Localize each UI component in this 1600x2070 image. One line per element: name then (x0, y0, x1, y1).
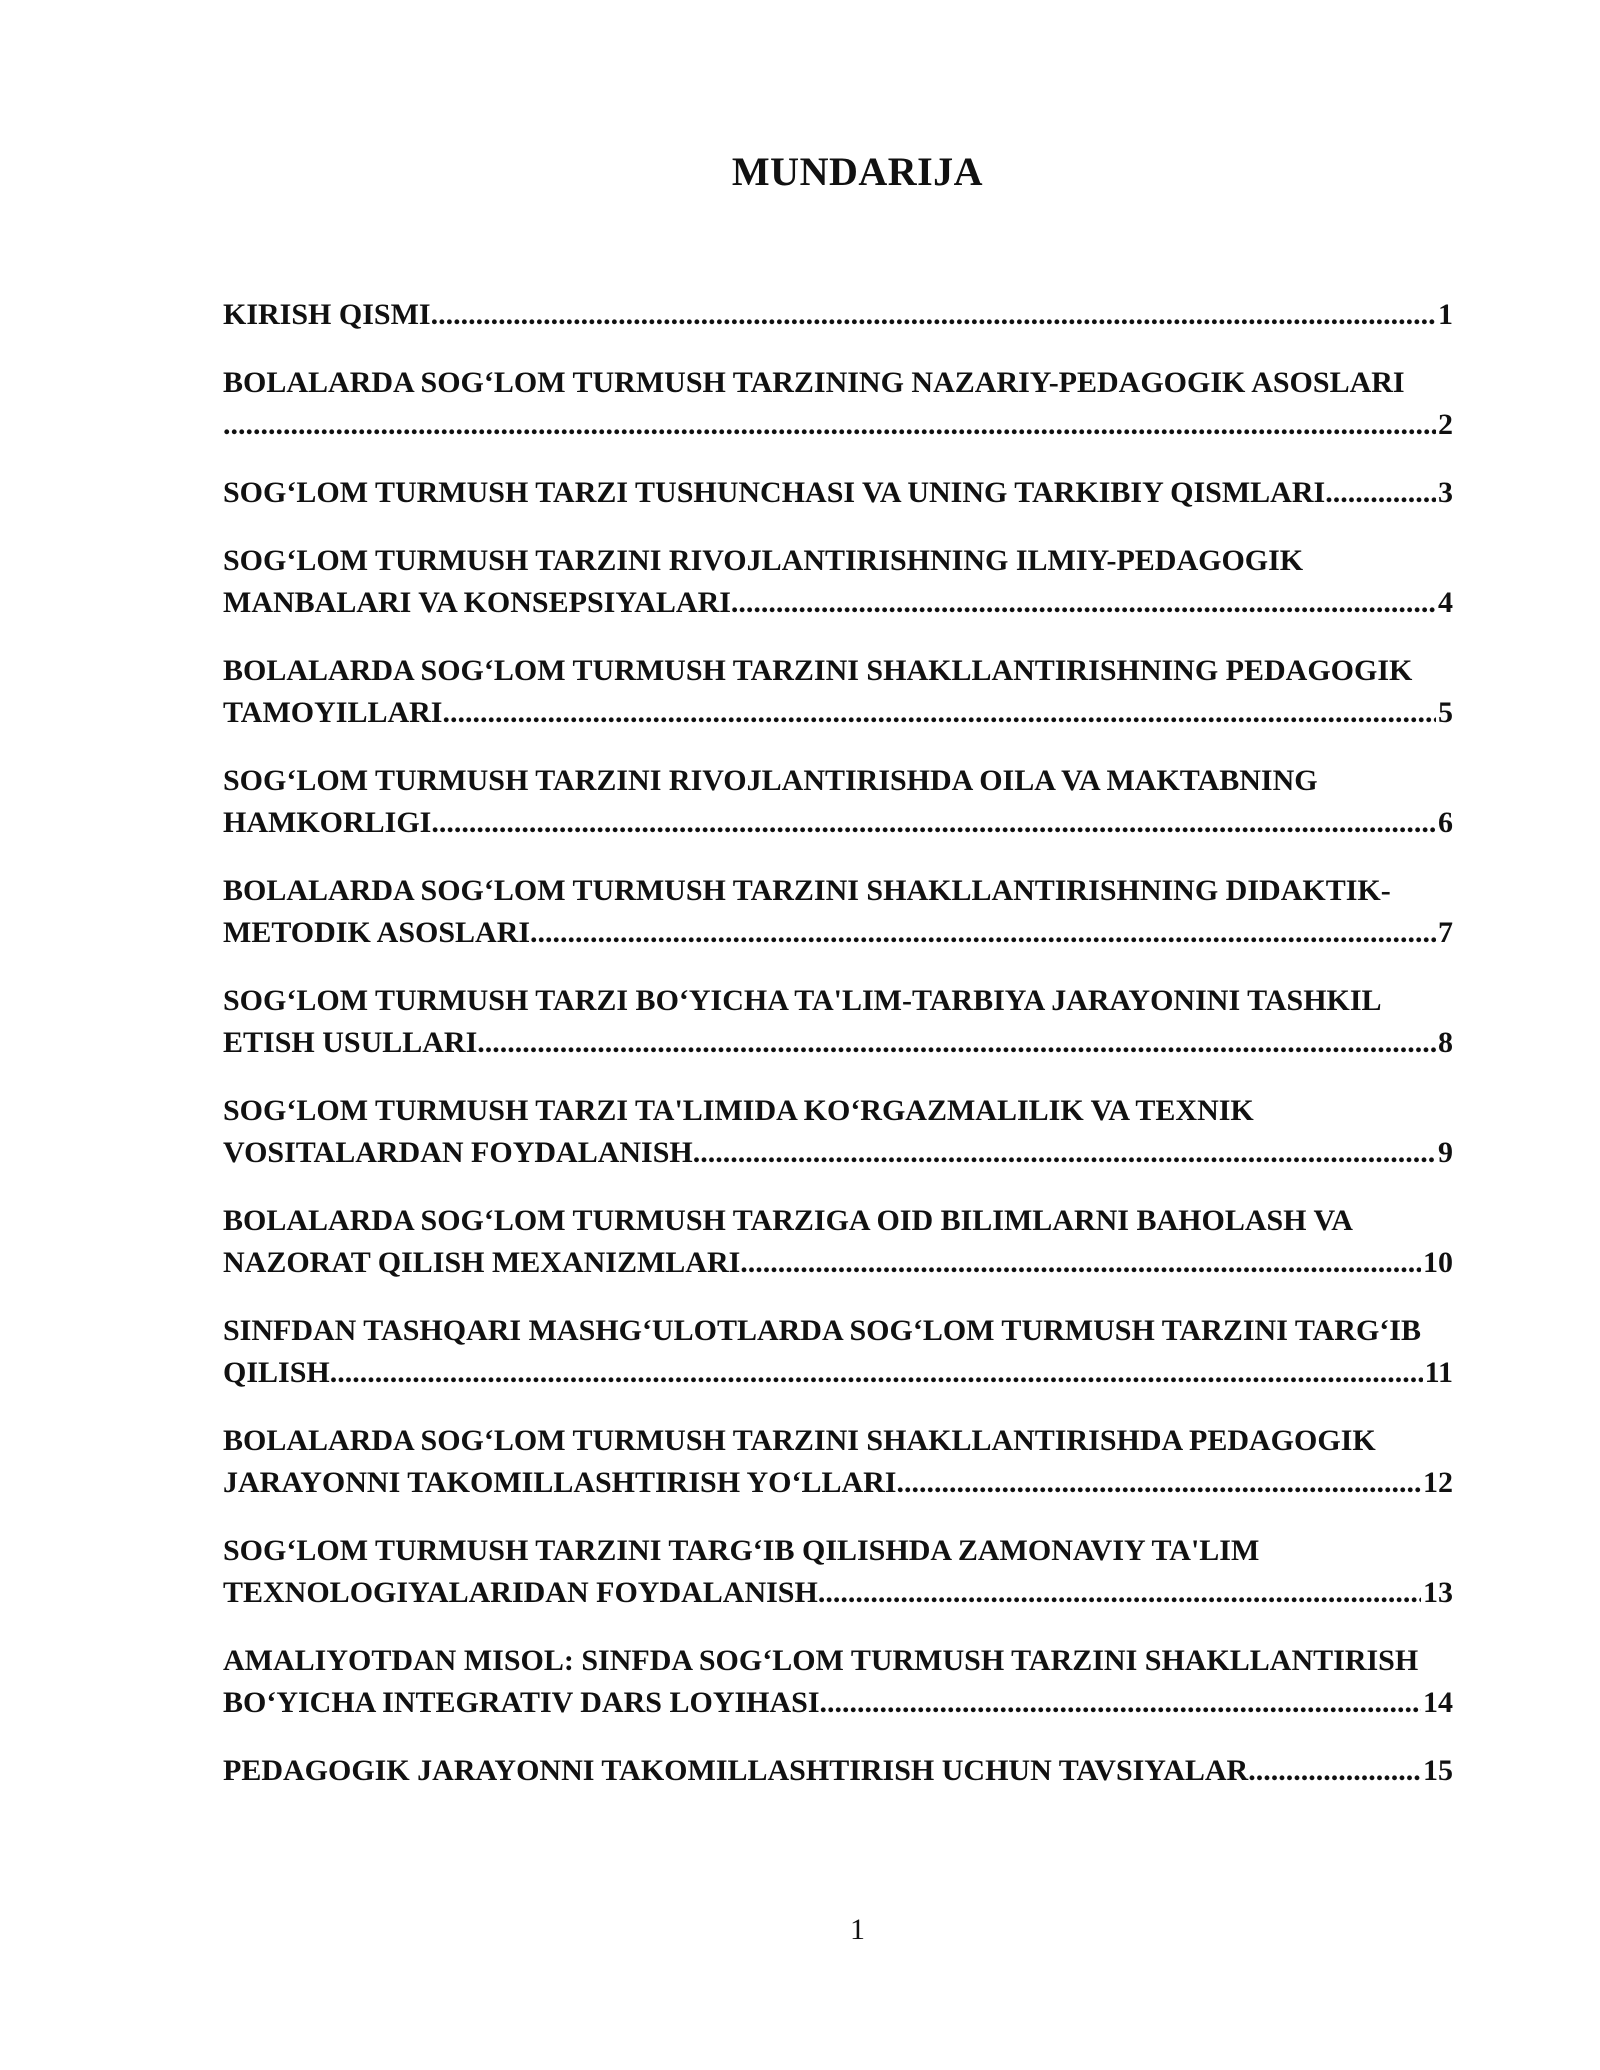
toc-entry-title: SOG‘LOM TURMUSH TARZI BO‘YICHA TA'LIM-TARBIYA JARAYONINI TASHKIL (223, 984, 1382, 1017)
toc-entry-line (223, 1352, 1453, 1394)
toc-page-number: 1 (1438, 298, 1453, 331)
toc-page-number: 11 (1424, 1356, 1453, 1389)
toc-leader-dots (223, 404, 1436, 446)
toc-entry-line (223, 692, 1453, 734)
toc-entry[interactable] (223, 650, 1453, 734)
toc-entry[interactable] (223, 294, 1453, 336)
toc-entry-line (223, 1462, 1453, 1504)
toc-entry[interactable] (223, 980, 1453, 1064)
toc-page-number: 3 (1438, 476, 1453, 509)
toc-page-number: 2 (1438, 408, 1453, 441)
toc-entry-title-continued: TEXNOLOGIYALARIDAN FOYDALANISH (223, 1576, 818, 1609)
toc-entry-title: BOLALARDA SOG‘LOM TURMUSH TARZINI SHAKLLANTIRISHNING PEDAGOGIK (223, 654, 1413, 687)
toc-entry-title: BOLALARDA SOG‘LOM TURMUSH TARZINI SHAKLLANTIRISHNING DIDAKTIK- (223, 874, 1391, 907)
toc-entry-line (223, 472, 1453, 514)
toc-leader-dots (740, 1242, 1421, 1284)
toc-entry-title-continued: JARAYONNI TAKOMILLASHTIRISH YO‘LLARI (223, 1466, 897, 1499)
toc-entry-title: SOG‘LOM TURMUSH TARZINI RIVOJLANTIRISHDA OILA VA MAKTABNING (223, 764, 1318, 797)
toc-entry-title-continued: QILISH (223, 1356, 330, 1389)
toc-page-number: 15 (1423, 1754, 1453, 1787)
toc-page-number: 14 (1423, 1686, 1453, 1719)
toc-entry-title: AMALIYOTDAN MISOL: SINFDA SOG‘LOM TURMUSH TARZINI SHAKLLANTIRISH (223, 1644, 1419, 1677)
toc-leader-dots (530, 912, 1436, 954)
toc-leader-dots (693, 1132, 1436, 1174)
toc-entry-line (223, 1022, 1453, 1064)
toc-page-number: 13 (1423, 1576, 1453, 1609)
toc-leader-dots (330, 1352, 1423, 1394)
toc-page-number: 9 (1438, 1136, 1453, 1169)
toc-entry[interactable] (223, 1640, 1453, 1724)
toc-entry-line (223, 912, 1453, 954)
toc-entry-line (223, 802, 1453, 844)
toc-entry-title: SOG‘LOM TURMUSH TARZINI RIVOJLANTIRISHNING ILMIY-PEDAGOGIK (223, 544, 1304, 577)
toc-page-number: 10 (1423, 1246, 1453, 1279)
toc-entry-line (223, 1682, 1453, 1724)
toc-leader-dots (1248, 1750, 1421, 1792)
toc-entry-line (223, 294, 1453, 336)
toc-entry-title: BOLALARDA SOG‘LOM TURMUSH TARZINING NAZARIY-PEDAGOGIK ASOSLARI (223, 366, 1405, 399)
toc-entry-title-continued: ETISH USULLARI (223, 1026, 478, 1059)
page-footer-number: 1 (850, 1913, 865, 1946)
toc-page-number: 5 (1438, 696, 1453, 729)
toc-entry-line (223, 1572, 1453, 1614)
toc-entry[interactable] (223, 362, 1453, 446)
toc-entry-title: BOLALARDA SOG‘LOM TURMUSH TARZIGA OID BILIMLARNI BAHOLASH VA (223, 1204, 1353, 1237)
toc-entry-line (223, 404, 1453, 446)
toc-page-number: 6 (1438, 806, 1453, 839)
toc-leader-dots (818, 1572, 1421, 1614)
toc-entry[interactable] (223, 1530, 1453, 1614)
toc-leader-dots (820, 1682, 1421, 1724)
toc-entry[interactable] (223, 870, 1453, 954)
toc-entry-title-continued: VOSITALARDAN FOYDALANISH (223, 1136, 693, 1169)
toc-entry-title: KIRISH QISMI (223, 298, 431, 331)
toc-entry[interactable] (223, 472, 1453, 514)
toc-leader-dots (442, 692, 1436, 734)
toc-entry-title-continued: MANBALARI VA KONSEPSIYALARI (223, 586, 731, 619)
toc-entry[interactable] (223, 1420, 1453, 1504)
toc-entry-title-continued: BO‘YICHA INTEGRATIV DARS LOYIHASI (223, 1686, 820, 1719)
toc-leader-dots (431, 802, 1436, 844)
toc-entry-line (223, 1132, 1453, 1174)
toc-page-number: 12 (1423, 1466, 1453, 1499)
toc-entry-title: PEDAGOGIK JARAYONNI TAKOMILLASHTIRISH UCHUN TAVSIYALAR (223, 1754, 1249, 1787)
toc-entry-title: BOLALARDA SOG‘LOM TURMUSH TARZINI SHAKLLANTIRISHDA PEDAGOGIK (223, 1424, 1376, 1457)
toc-page-number: 4 (1438, 586, 1453, 619)
table-of-contents (223, 294, 1453, 1818)
toc-entry[interactable] (223, 760, 1453, 844)
toc-entry-title-continued: TAMOYILLARI (223, 696, 443, 729)
toc-entry[interactable] (223, 540, 1453, 624)
toc-leader-dots (477, 1022, 1436, 1064)
toc-page-number: 8 (1438, 1026, 1453, 1059)
toc-entry-line (223, 1750, 1453, 1792)
toc-entry[interactable] (223, 1090, 1453, 1174)
toc-entry-title-continued: HAMKORLIGI (223, 806, 432, 839)
toc-entry-line (223, 582, 1453, 624)
toc-entry-title: SOG‘LOM TURMUSH TARZI TA'LIMIDA KO‘RGAZMALILIK VA TEXNIK (223, 1094, 1254, 1127)
toc-entry[interactable] (223, 1310, 1453, 1394)
toc-entry-title: SOG‘LOM TURMUSH TARZI TUSHUNCHASI VA UNING TARKIBIY QISMLARI (223, 476, 1326, 509)
toc-leader-dots (896, 1462, 1421, 1504)
toc-entry-line (223, 1242, 1453, 1284)
toc-page-number: 7 (1438, 916, 1453, 949)
toc-entry-title-continued: METODIK ASOSLARI (223, 916, 531, 949)
page-title: MUNDARIJA (731, 149, 984, 194)
toc-leader-dots (731, 582, 1436, 624)
toc-entry[interactable] (223, 1200, 1453, 1284)
toc-entry-title: SOG‘LOM TURMUSH TARZINI TARG‘IB QILISHDA ZAMONAVIY TA'LIM (223, 1534, 1260, 1567)
toc-entry-title: SINFDAN TASHQARI MASHG‘ULOTLARDA SOG‘LOM TURMUSH TARZINI TARG‘IB (223, 1314, 1421, 1347)
toc-entry-title-continued: NAZORAT QILISH MEXANIZMLARI (223, 1246, 741, 1279)
toc-leader-dots (431, 294, 1436, 336)
toc-entry[interactable] (223, 1750, 1453, 1792)
toc-leader-dots (1325, 472, 1436, 514)
